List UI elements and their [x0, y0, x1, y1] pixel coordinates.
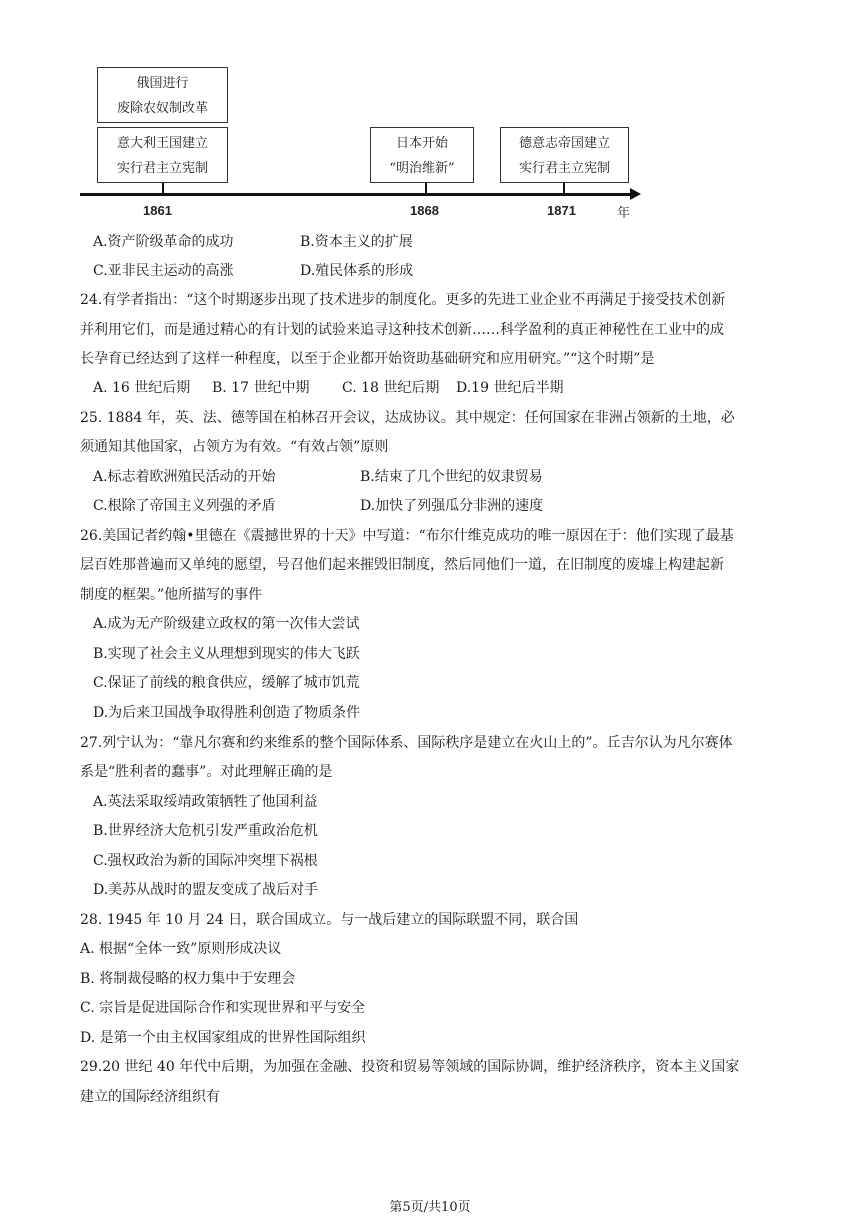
year-label-1868: 1868	[410, 203, 439, 218]
event-box-line: 意大利王国建立	[116, 136, 208, 151]
event-box-german-empire	[500, 127, 629, 183]
question-stem-line: 长孕育已经达到了这样一种程度，以至于企业都开始资助基础研究和应用研究。”“这个时期”是	[80, 351, 655, 367]
event-box-line: “明治维新”	[389, 161, 455, 176]
option-b: B. 将制裁侵略的权力集中于安理会	[80, 971, 296, 987]
year-label-1871: 1871	[547, 203, 576, 218]
option-d: D.为后来卫国战争取得胜利创造了物质条件	[93, 705, 361, 721]
year-unit-label: 年	[617, 205, 631, 220]
option-c: C.强权政治为新的国际冲突埋下祸根	[93, 853, 318, 869]
option-a: A.标志着欧洲殖民活动的开始	[93, 469, 276, 485]
option-b: B.实现了社会主义从理想到现实的伟大飞跃	[93, 646, 360, 662]
question-stem-line: 须通知其他国家，占领方为有效。“有效占领”原则	[80, 439, 389, 455]
question-stem-line: 制度的框架。”他所描写的事件	[80, 587, 263, 603]
option-a: A. 根据“全体一致”原则形成决议	[80, 941, 282, 957]
event-box-line: 日本开始	[395, 136, 448, 151]
option-d: D. 是第一个由主权国家组成的世界性国际组织	[80, 1030, 366, 1046]
question-stem-line: 24.有学者指出：“这个时期逐步出现了技术进步的制度化。更多的先进工业企业不再满足于接受技术创新	[80, 292, 726, 308]
question-stem-line: 25. 1884 年，英、法、德等国在柏林召开会议，达成协议。其中规定：任何国家在非洲占领新的土地，必	[80, 410, 735, 426]
question-stem-line: 27.列宁认为：“靠凡尔赛和约来维系的整个国际体系、国际秩序是建立在火山上的”。丘吉尔认为凡尔赛体	[80, 735, 733, 751]
option-b: B.世界经济大危机引发严重政治危机	[93, 823, 318, 839]
year-label-1861: 1861	[143, 203, 172, 218]
question-stem-line: 29.20 世纪 40 年代中后期，为加强在金融、投资和贸易等领域的国际协调，维护经济秩序，资本主义国家	[80, 1059, 740, 1075]
event-box-italy-kingdom	[97, 127, 228, 183]
event-box-line: 德意志帝国建立	[518, 136, 610, 151]
event-box-line: 俄国进行	[136, 76, 189, 91]
event-box-line: 实行君主立宪制	[518, 161, 610, 176]
option-b: B. 17 世纪中期	[212, 380, 310, 396]
question-stem-line: 建立的国际经济组织有	[80, 1089, 220, 1105]
option-c: C. 18 世纪后期	[342, 380, 440, 396]
page-number: 第5页/共10页	[389, 1200, 471, 1215]
timeline-axis	[80, 193, 632, 196]
option-b: B.资本主义的扩展	[300, 234, 413, 250]
option-d: D.19 世纪后半期	[456, 380, 564, 396]
option-a: A.资产阶级革命的成功	[93, 234, 234, 250]
option-c: C.根除了帝国主义列强的矛盾	[93, 498, 276, 514]
question-stem-line: 系是“胜利者的蠢事”。对此理解正确的是	[80, 764, 333, 780]
option-c: C.亚非民主运动的高涨	[93, 263, 234, 279]
option-a: A.英法采取绥靖政策牺牲了他国利益	[93, 794, 318, 810]
event-box-line: 实行君主立宪制	[116, 161, 208, 176]
option-d: D.加快了列强瓜分非洲的速度	[360, 498, 544, 514]
arrow-right-icon	[630, 188, 641, 200]
option-c: C. 宗旨是促进国际合作和实现世界和平与安全	[80, 1000, 366, 1016]
option-d: D.殖民体系的形成	[300, 263, 414, 279]
option-a: A. 16 世纪后期	[93, 380, 191, 396]
option-b: B.结束了几个世纪的奴隶贸易	[360, 469, 543, 485]
question-stem-line: 28. 1945 年 10 月 24 日，联合国成立。与一战后建立的国际联盟不同，联合国	[80, 912, 579, 928]
option-c: C.保证了前线的粮食供应，缓解了城市饥荒	[93, 675, 360, 691]
option-d: D.美苏从战时的盟友变成了战后对手	[93, 882, 319, 898]
event-box-russia-reform	[97, 67, 228, 123]
event-box-line: 废除农奴制改革	[116, 101, 208, 116]
option-a: A.成为无产阶级建立政权的第一次伟大尝试	[93, 616, 360, 632]
question-stem-line: 26.美国记者约翰•里德在《震撼世界的十天》中写道：“布尔什维克成功的唯一原因在于：他们实现了最基	[80, 528, 734, 544]
question-stem-line: 层百姓那普遍而又单纯的愿望，号召他们起来摧毁旧制度，然后同他们一道，在旧制度的废墟上构建起新	[80, 557, 724, 573]
event-box-meiji-restoration	[370, 127, 474, 183]
question-stem-line: 并利用它们，而是通过精心的有计划的试验来追寻这种技术创新……科学盈利的真正神秘性在工业中的成	[80, 322, 724, 338]
